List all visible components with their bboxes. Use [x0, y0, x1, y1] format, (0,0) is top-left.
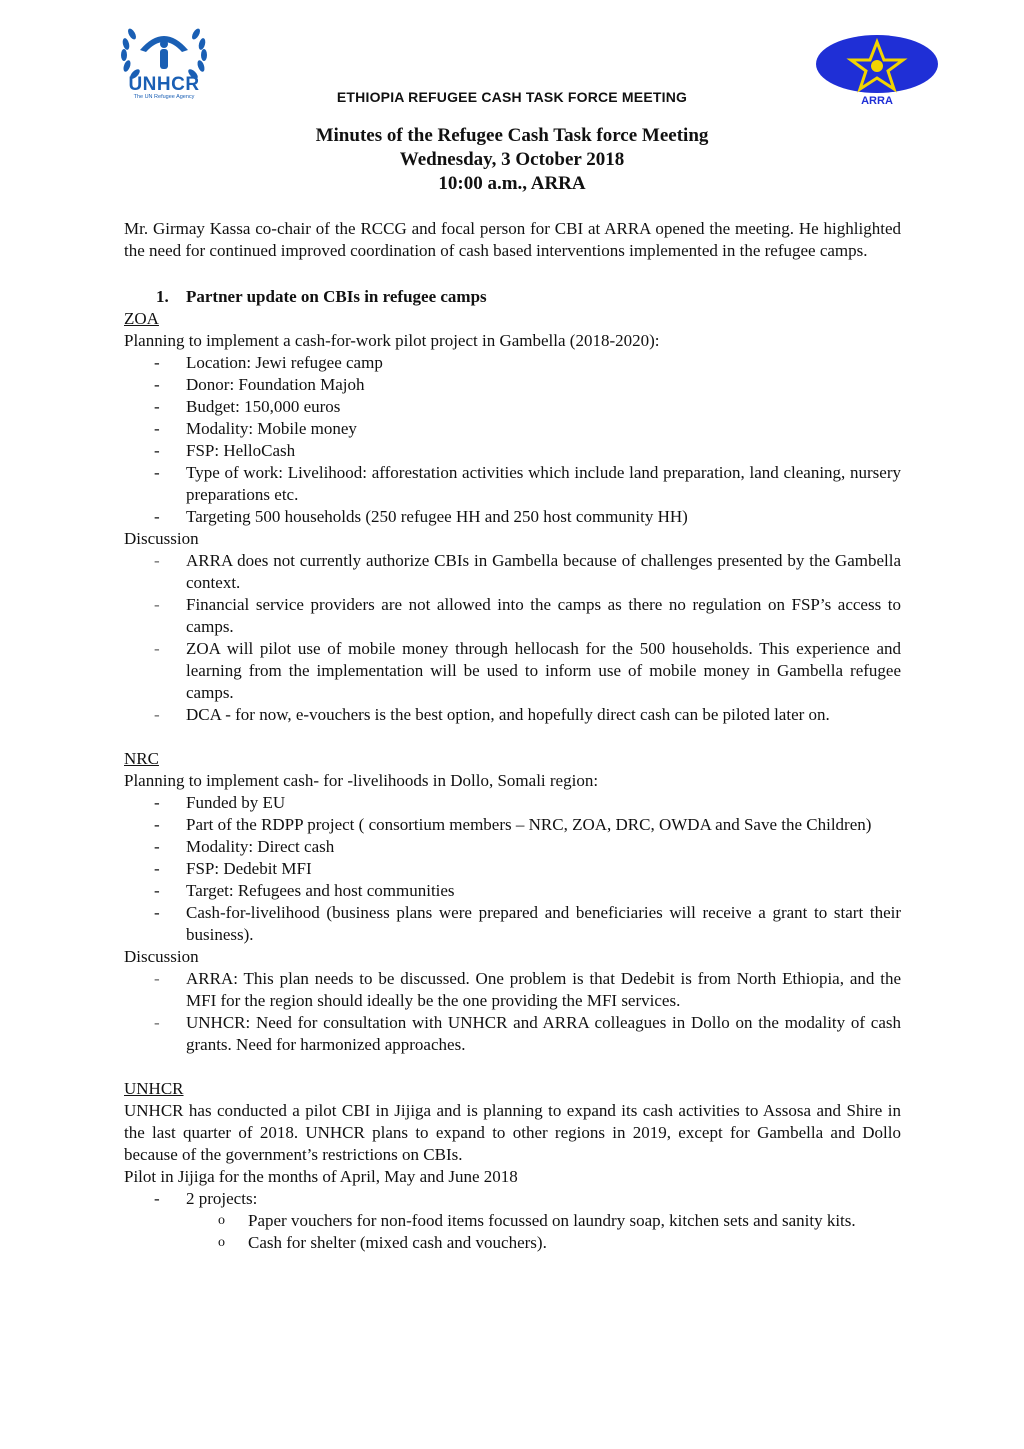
title-line: Minutes of the Refugee Cash Task force Meeting — [315, 125, 709, 146]
unhcr-pilot: Pilot in Jijiga for the months of April, May and June 2018 — [124, 1167, 518, 1186]
zoa-discussion-list — [124, 550, 901, 726]
list-item: - Location: Jewi refugee camp — [154, 353, 383, 372]
arra-wordmark: ARRA — [861, 95, 893, 107]
list-item: - Budget: 150,000 euros — [154, 397, 341, 416]
list-item: - FSP: HelloCash — [154, 441, 296, 460]
list-item: - Modality: Mobile money — [154, 419, 357, 438]
list-item: - ARRA: This plan needs to be discussed. One problem is that Dedebit is from North Ethiopia, and the MFI for the region should ideally be the one providing the MFI services. — [154, 969, 901, 1010]
title-block — [0, 124, 1024, 196]
section-number: 1. — [156, 287, 169, 306]
list-item: o Paper vouchers for non-food items focussed on laundry soap, kitchen sets and sanity kits. — [218, 1211, 856, 1230]
list-item: - Financial service providers are not allowed into the camps as there no regulation on FSP’s access to camps. — [154, 595, 901, 636]
list-item: - Part of the RDPP project ( consortium members – NRC, ZOA, DRC, OWDA and Save the Children) — [154, 815, 872, 834]
zoa-details-list — [124, 352, 901, 528]
zoa-plan: Planning to implement a cash-for-work pilot project in Gambella (2018-2020): — [124, 331, 660, 350]
unhcr-wordmark: UNHCR — [128, 74, 200, 95]
list-item: - Targeting 500 households (250 refugee HH and 250 host community HH) — [154, 507, 688, 526]
partner-name-zoa: ZOA — [124, 309, 159, 328]
list-item: - Modality: Direct cash — [154, 837, 335, 856]
list-item: - ZOA will pilot use of mobile money through hellocash for the 500 households. This experience and learning from the implementation will be used to inform use of mobile money in Gambella refugee camps. — [154, 639, 901, 702]
partner-name-nrc: NRC — [124, 749, 159, 768]
intro-paragraph: Mr. Girmay Kassa co-chair of the RCCG and focal person for CBI at ARRA opened the meeting. He highlighted the need for continued improved coordination of cash based interventions implemented in the refugee camps. — [124, 219, 901, 260]
title-time-place: 10:00 a.m., ARRA — [438, 173, 586, 194]
unhcr-emblem-icon — [116, 20, 212, 82]
partner-name-unhcr: UNHCR — [124, 1079, 184, 1098]
zoa-discussion-label: Discussion — [124, 529, 199, 548]
list-item: - 2 projects: — [154, 1189, 258, 1208]
unhcr-paragraph: UNHCR has conducted a pilot CBI in Jijiga and is planning to expand its cash activities to Assosa and Shire in the last quarter of 2018. UNHCR plans to expand to other regions in 2019, except for Gambella and Dollo because of the government’s restrictions on CBIs. — [124, 1101, 901, 1164]
list-item: - UNHCR: Need for consultation with UNHCR and ARRA colleagues in Dollo on the modality of cash grants. Need for harmonized approaches. — [154, 1013, 901, 1054]
list-item: - ARRA does not currently authorize CBIs in Gambella because of challenges presented by the Gambella context. — [154, 551, 901, 592]
unhcr-subprojects-list — [124, 1210, 901, 1254]
section-heading — [124, 286, 901, 308]
unhcr-tagline: The UN Refugee Agency — [133, 94, 195, 100]
list-item: - Funded by EU — [154, 793, 286, 812]
list-item: - Type of work: Livelihood: afforestation activities which include land preparation, land cleaning, nursery preparations etc. — [154, 463, 901, 504]
nrc-plan: Planning to implement cash- for -livelihoods in Dollo, Somali region: — [124, 771, 599, 790]
list-item: - DCA - for now, e-vouchers is the best option, and hopefully direct cash can be piloted later on. — [154, 705, 830, 724]
list-item: - Cash-for-livelihood (business plans were prepared and beneficiaries will receive a grant to start their business). — [154, 903, 901, 944]
header-title: ETHIOPIA REFUGEE CASH TASK FORCE MEETING — [336, 89, 688, 105]
list-item: - Donor: Foundation Majoh — [154, 375, 365, 394]
unhcr-projects-list — [124, 1188, 901, 1210]
nrc-discussion-label: Discussion — [124, 947, 199, 966]
section-title: Partner update on CBIs in refugee camps — [186, 287, 487, 306]
document-body — [124, 218, 901, 1254]
nrc-discussion-list — [124, 968, 901, 1056]
nrc-details-list — [124, 792, 901, 946]
list-item: o Cash for shelter (mixed cash and vouchers). — [218, 1233, 547, 1252]
title-date: Wednesday, 3 October 2018 — [399, 149, 625, 170]
list-item: - Target: Refugees and host communities — [154, 881, 455, 900]
list-item: - FSP: Dedebit MFI — [154, 859, 312, 878]
